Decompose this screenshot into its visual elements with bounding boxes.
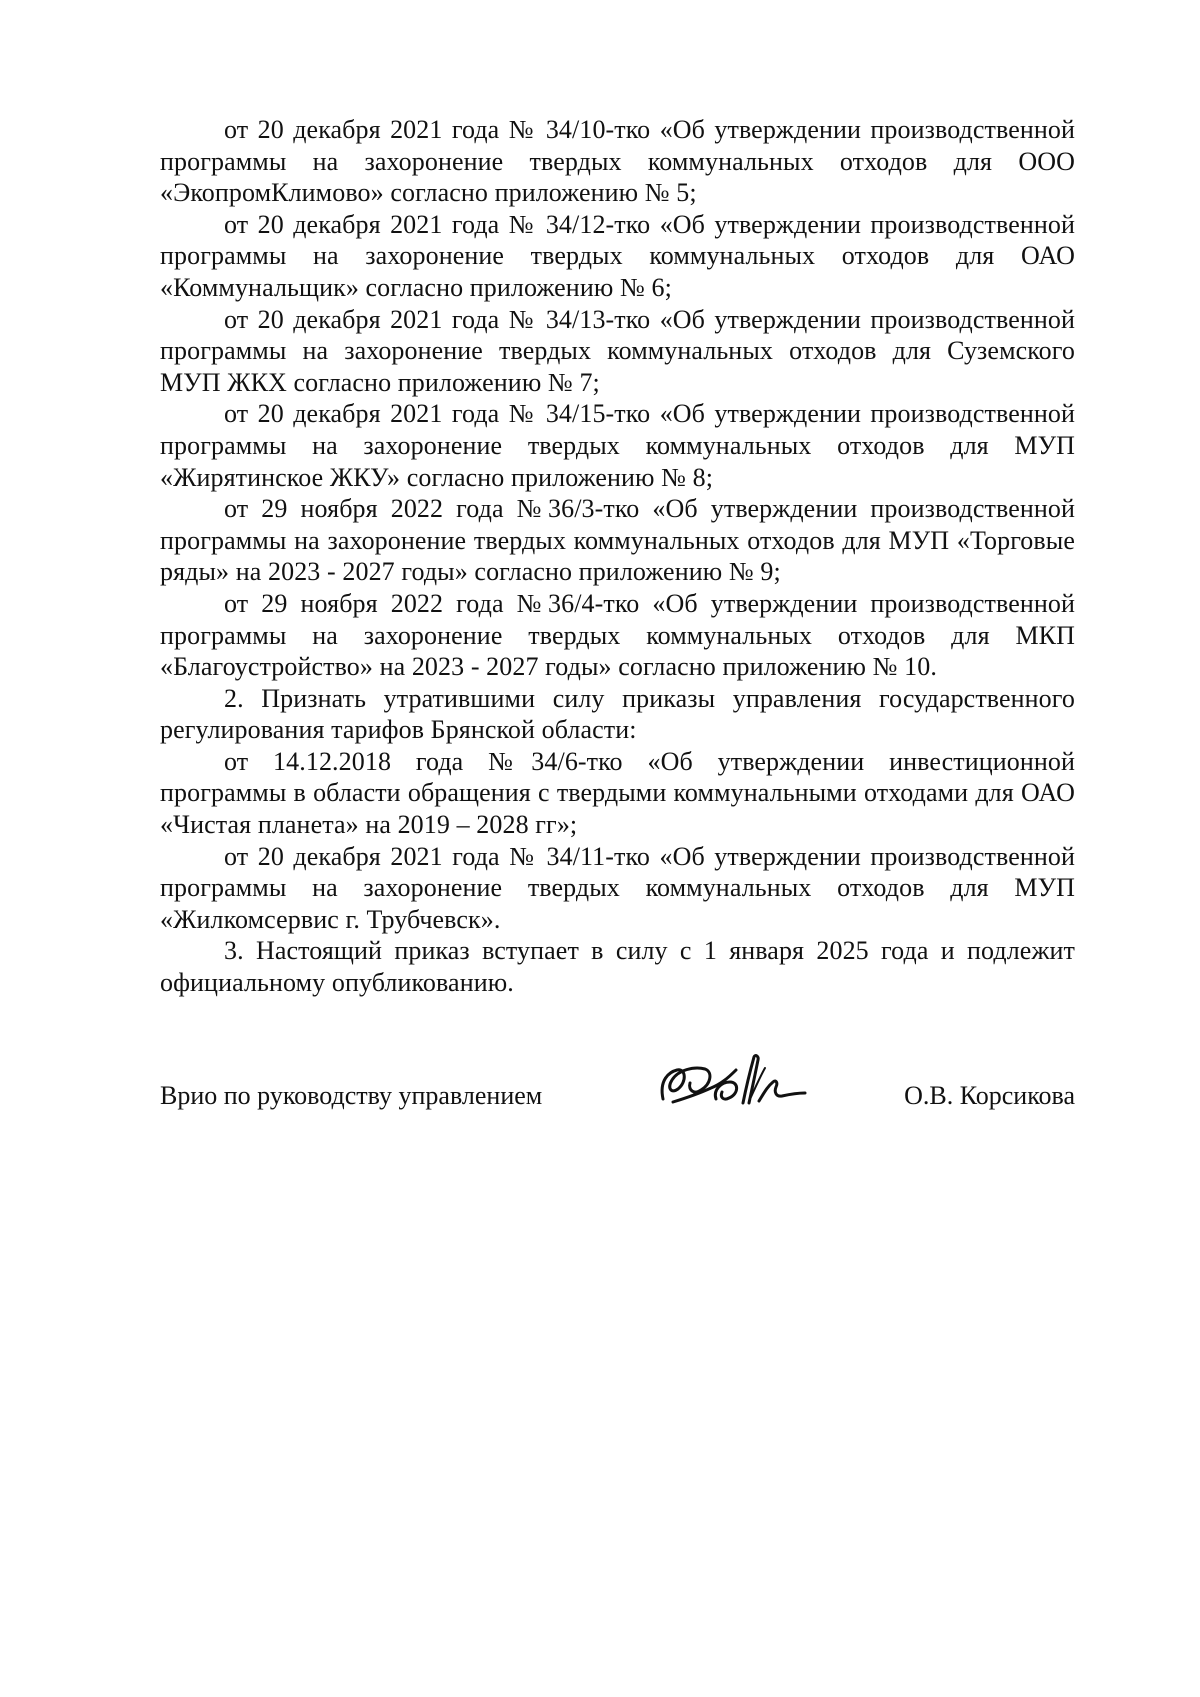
paragraph-order-34-6: от 14.12.2018 года №34/6-тко «Об утверждении инвестиционной программы в области обращения с твердыми коммунальными отходами для ОАО «Чистая планета» на 2019 – 2028 гг»; xyxy=(160,746,1075,840)
paragraph-order-36-4: от 29 ноября 2022 года №36/4-тко «Об утверждении производственной программы на захоронение твердых коммунальных отходов для МКП «Благоустройство» на 2023 - 2027 годы» согласно приложению № 10. xyxy=(160,588,1075,682)
paragraph-section-3: 3. Настоящий приказ вступает в силу с 1 января 2025 года и подлежит официальному опубликованию. xyxy=(160,936,1075,998)
signatory-position: Врио по руководству управлением xyxy=(160,1081,543,1110)
paragraph-order-36-3: от 29 ноября 2022 года №36/3-тко «Об утверждении производственной программы на захоронение твердых коммунальных отходов для МУП «Торговые ряды» на 2023 - 2027 годы» согласно приложению № 9; xyxy=(160,494,1075,587)
paragraph-section-2: 2. Признать утратившими силу приказы управления государственного регулирования тарифов Брянской области: xyxy=(160,683,1075,745)
paragraph-order-34-15: от 20 декабря 2021 года № 34/15-тко «Об утверждении производственной программы на захоронение твердых коммунальных отходов для МУП «Жирятинское ЖКУ» согласно приложению № 8; xyxy=(160,399,1075,492)
signatory-name: О.В. Корсикова xyxy=(904,1081,1075,1110)
handwritten-signature-icon xyxy=(655,1045,815,1123)
paragraph-order-34-10: от 20 декабря 2021 года № 34/10-тко «Об утверждении производственной программы на захоронение твердых коммунальных отходов для ООО «ЭкопромКлимово» согласно приложению № 5; xyxy=(160,115,1075,208)
paragraph-order-34-12: от 20 декабря 2021 года № 34/12-тко «Об утверждении производственной программы на захоронение твердых коммунальных отходов для ОАО «Коммунальщик» согласно приложению № 6; xyxy=(160,209,1075,302)
document-body xyxy=(160,114,1075,999)
signature-block xyxy=(160,1076,1075,1116)
paragraph-order-34-11: от 20 декабря 2021 года № 34/11-тко «Об утверждении производственной программы на захоронение твердых коммунальных отходов для МУП «Жилкомсервис г. Трубчевск». xyxy=(160,841,1075,934)
paragraph-order-34-13: от 20 декабря 2021 года № 34/13-тко «Об утверждении производственной программы на захоронение твердых коммунальных отходов для Суземского МУП ЖКХ согласно приложению № 7; xyxy=(160,304,1075,397)
